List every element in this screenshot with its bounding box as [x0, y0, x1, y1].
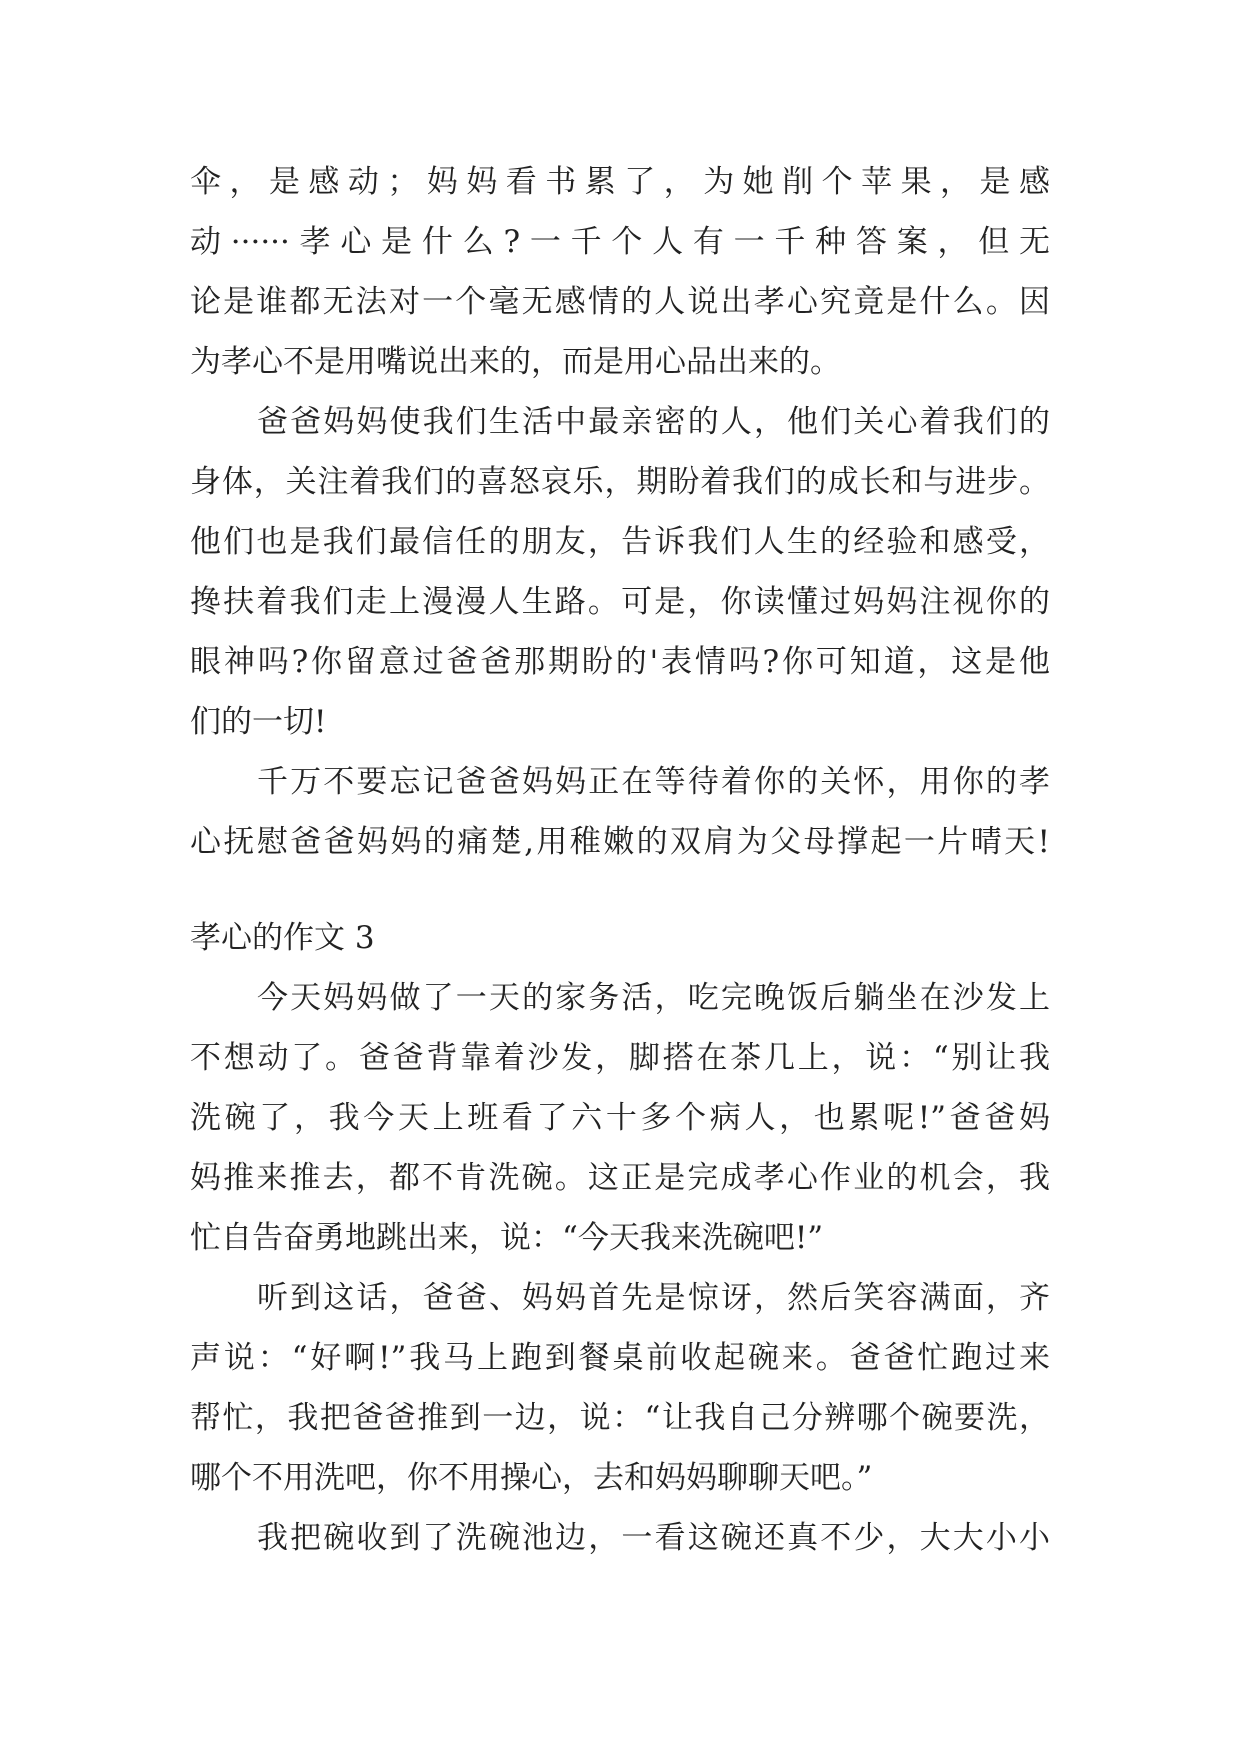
paragraph-line: 们的一切!	[190, 704, 327, 740]
paragraph-line: 论是谁都无法对一个毫无感情的人说出孝心究竟是什么。因	[190, 284, 1050, 320]
paragraph-line: 心抚慰爸爸妈妈的痛楚,用稚嫩的双肩为父母撑起一片晴天!	[190, 824, 1050, 860]
paragraph-line: 妈推来推去，都不肯洗碗。这正是完成孝心作业的机会，我	[190, 1160, 1050, 1196]
paragraph-line: 声说：“好啊!”我马上跑到餐桌前收起碗来。爸爸忙跑过来	[190, 1340, 1050, 1376]
paragraph-line: 身体，关注着我们的喜怒哀乐，期盼着我们的成长和与进步。	[190, 464, 1050, 500]
paragraph-line: 眼神吗?你留意过爸爸那期盼的'表情吗?你可知道，这是他	[190, 644, 1050, 680]
paragraph-line: 伞，是感动；妈妈看书累了，为她削个苹果，是感	[190, 164, 1050, 200]
paragraph-line: 忙自告奋勇地跳出来，说：“今天我来洗碗吧!”	[190, 1220, 824, 1256]
paragraph-line: 哪个不用洗吧，你不用操心，去和妈妈聊聊天吧。”	[190, 1460, 873, 1496]
paragraph-line: 今天妈妈做了一天的家务活，吃完晚饭后躺坐在沙发上	[257, 980, 1050, 1016]
paragraph-line: 搀扶着我们走上漫漫人生路。可是，你读懂过妈妈注视你的	[190, 584, 1050, 620]
paragraph-line: 我把碗收到了洗碗池边，一看这碗还真不少，大大小小	[257, 1520, 1050, 1556]
paragraph-line: 帮忙，我把爸爸推到一边，说：“让我自己分辨哪个碗要洗，	[190, 1400, 1050, 1436]
section-title: 孝心的作文 3	[190, 920, 375, 956]
paragraph-line: 爸爸妈妈使我们生活中最亲密的人，他们关心着我们的	[257, 404, 1050, 440]
paragraph-line: 他们也是我们最信任的朋友，告诉我们人生的经验和感受，	[190, 524, 1050, 560]
paragraph-line: 为孝心不是用嘴说出来的，而是用心品出来的。	[190, 344, 841, 380]
paragraph-line: 动······孝心是什么?一千个人有一千种答案，但无	[190, 224, 1050, 260]
paragraph-line: 不想动了。爸爸背靠着沙发，脚搭在茶几上，说：“别让我	[190, 1040, 1050, 1076]
paragraph-line: 千万不要忘记爸爸妈妈正在等待着你的关怀，用你的孝	[257, 764, 1050, 800]
paragraph-line: 听到这话，爸爸、妈妈首先是惊讶，然后笑容满面，齐	[257, 1280, 1050, 1316]
paragraph-line: 洗碗了，我今天上班看了六十多个病人，也累呢!”爸爸妈	[190, 1100, 1050, 1136]
